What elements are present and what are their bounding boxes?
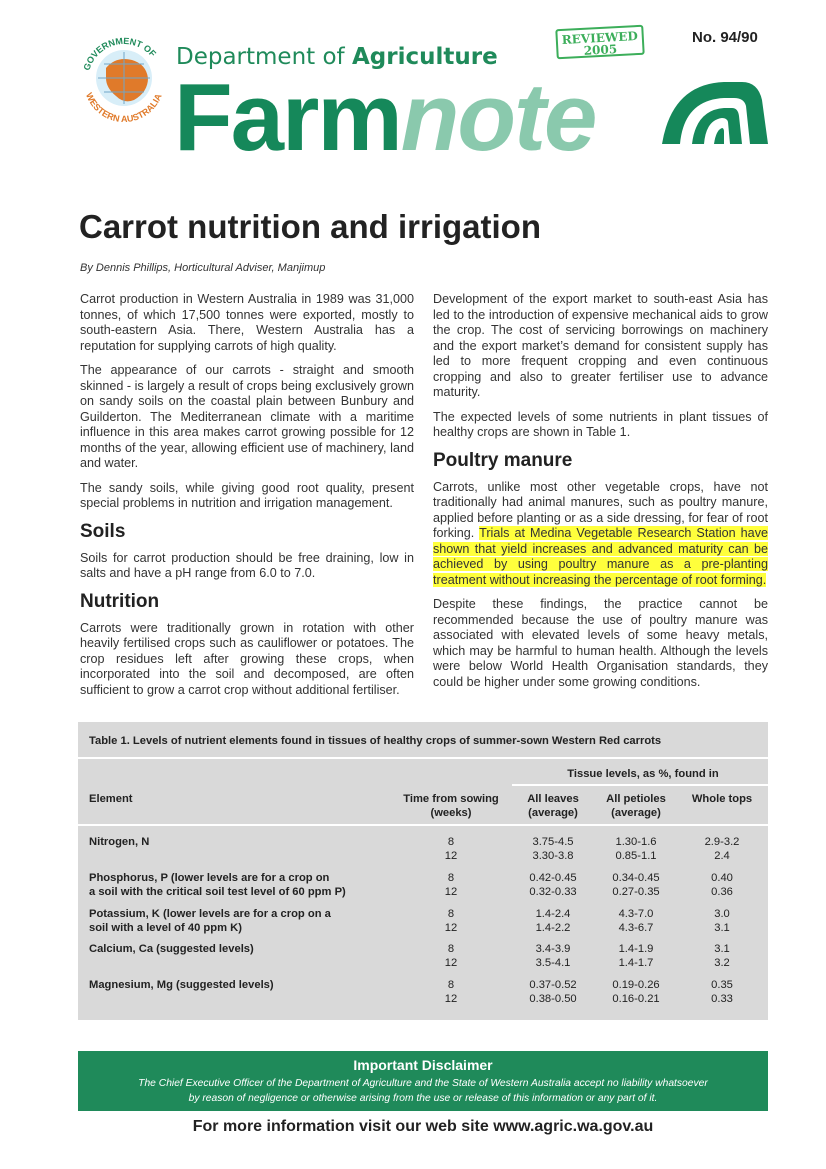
cell-value: 3.0 (714, 908, 730, 920)
table-cell-tops (682, 907, 762, 935)
disclaimer-box (78, 1051, 768, 1111)
cell-value: 2.4 (714, 850, 730, 862)
table-cell-petioles (594, 978, 678, 1006)
cell-value: 3.2 (714, 957, 730, 969)
column-header-leaves-line2: (average) (528, 807, 578, 819)
table-caption: Table 1. Levels of nutrient elements found in tissues of healthy crops of summer-sown Western Red carrots (78, 722, 768, 759)
element-note: soil with a level of 40 ppm K) (89, 922, 242, 934)
column-header-petioles-line1: All petioles (606, 793, 666, 805)
column-header-time (386, 792, 516, 820)
column-header-leaves (514, 792, 592, 820)
cell-value: 1.4-2.4 (535, 908, 571, 920)
cell-value: 0.19-0.26 (612, 979, 660, 991)
cell-value: 0.32-0.33 (529, 886, 577, 898)
table-cell-petioles (594, 907, 678, 935)
cell-value: 1.4-1.9 (618, 943, 654, 955)
element-name: Nitrogen, N (89, 836, 150, 848)
byline: By Dennis Phillips, Horticultural Adviser, Manjimup (80, 262, 326, 274)
element-name: Potassium, K (lower levels are for a crop on a (89, 908, 331, 920)
disclaimer-line: The Chief Executive Officer of the Department of Agriculture and the State of Western Australia accept no liability whatsoever (138, 1078, 708, 1089)
table-cell-tops (682, 835, 762, 863)
table-cell-leaves (514, 907, 592, 935)
cell-value: 1.4-2.2 (535, 922, 571, 934)
cell-value: 12 (444, 886, 458, 898)
cell-value: 8 (447, 872, 455, 884)
table-cell-weeks (386, 942, 516, 970)
element-name: Magnesium, Mg (suggested levels) (89, 979, 274, 991)
cell-value: 4.3-6.7 (618, 922, 654, 934)
cell-value: 12 (444, 957, 458, 969)
table-cell-leaves (514, 871, 592, 899)
left-column (80, 292, 414, 707)
cell-value: 0.85-1.1 (615, 850, 657, 862)
section-heading-poultry-manure: Poultry manure (433, 449, 573, 471)
masthead-note: note (400, 64, 596, 171)
column-header-time-line1: Time from sowing (403, 793, 499, 805)
seal-text-bottom: WESTERN AUSTRALIA (83, 91, 164, 125)
cell-value: 0.34-0.45 (612, 872, 660, 884)
paragraph: The sandy soils, while giving good root quality, present special problems in nutrition and irrigation management. (80, 480, 414, 510)
cell-value: 8 (447, 908, 455, 920)
divider (78, 824, 768, 826)
section-heading-soils: Soils (80, 520, 126, 542)
table-cell-leaves (514, 978, 592, 1006)
right-column (433, 292, 768, 699)
paragraph: The expected levels of some nutrients in plant tissues of healthy crops are shown in Table 1. (433, 409, 768, 439)
article-title: Carrot nutrition and irrigation (79, 208, 541, 245)
cell-value: 0.42-0.45 (529, 872, 577, 884)
section-heading-nutrition: Nutrition (80, 590, 160, 612)
paragraph: The appearance of our carrots - straight and smooth skinned - is largely a result of crops being exclusively grown on sandy soils on the coastal plain between Bunbury and Guilderton. The Mediterranean climate with a maritime influence in this area makes carrot growing possible for 12 months of the year, allowing efficient use of machinery, land and water. (80, 363, 414, 470)
table-row-element (89, 907, 331, 935)
table-cell-petioles (594, 942, 678, 970)
table-cell-weeks (386, 835, 516, 863)
seal-text-top: GOVERNMENT OF (81, 35, 159, 72)
cell-value: 3.30-3.8 (532, 850, 574, 862)
cell-value: 0.16-0.21 (612, 993, 660, 1005)
department-name-regular: Department of (176, 44, 352, 70)
cell-value: 1.30-1.6 (615, 836, 657, 848)
column-header-element: Element (89, 793, 133, 805)
government-seal-logo (76, 30, 172, 126)
cell-value: 3.1 (714, 943, 730, 955)
divider (512, 784, 768, 786)
element-note: a soil with the critical soil test level of 60 ppm P) (89, 886, 346, 898)
cell-value: 1.4-1.7 (618, 957, 654, 969)
paragraph: Carrots were traditionally grown in rotation with other heavily fertilised crops such as cauliflower or potatoes. The crop residues left after growing these crops, when incorporated into the soil and decomposed, are often sufficient to grow a carrot crop without additional fertiliser. (80, 620, 414, 697)
table-cell-leaves (514, 942, 592, 970)
column-header-whole-tops: Whole tops (691, 793, 753, 805)
paragraph: Despite these findings, the practice cannot be recommended because the use of poultry manure was associated with elevated levels of some heavy metals, which may be harmful to human health. Although the levels were below World Health Organisation standards, they could be higher under some growing conditions. (433, 597, 768, 689)
table-row-element (89, 835, 149, 849)
cell-value: 2.9-3.2 (704, 836, 740, 848)
cell-value: 12 (444, 922, 458, 934)
table-cell-weeks (386, 907, 516, 935)
column-header-time-line2: (weeks) (430, 807, 472, 819)
farmnote-a-logo-icon (662, 80, 768, 144)
paragraph: Development of the export market to south-east Asia has led to the introduction of expensive mechanical aids to grow the crop. The cost of servicing borrowings on machinery and the export market’s demand for consistent supply has led to more frequent cropping and even continuous cropping and also to greater fertiliser use to advance maturity. (433, 292, 768, 399)
cell-value: 0.33 (711, 993, 733, 1005)
cell-value: 0.40 (711, 872, 733, 884)
tissue-levels-header: Tissue levels, as %, found in (567, 768, 719, 780)
farmnote-masthead (174, 64, 596, 171)
table-cell-tops (682, 871, 762, 899)
table-cell-petioles (594, 871, 678, 899)
website-info: For more information visit our web site www.agric.wa.gov.au (192, 1118, 654, 1135)
cell-value: 8 (447, 943, 455, 955)
column-header-leaves-line1: All leaves (527, 793, 579, 805)
cell-value: 0.35 (711, 979, 733, 991)
cell-value: 3.4-3.9 (535, 943, 571, 955)
disclaimer-text (78, 1076, 768, 1106)
cell-value: 3.5-4.1 (535, 957, 571, 969)
highlighted-text: Trials at Medina Vegetable Research Station have shown that yield increases and advanced maturity can be achieved by using poultry manure as a pre-planting treatment without increasing the percentage of root forming. (433, 526, 768, 587)
element-name: Phosphorus, P (lower levels are for a crop on (89, 872, 330, 884)
table-cell-weeks (386, 871, 516, 899)
cell-value: 0.37-0.52 (529, 979, 577, 991)
table-row-element (89, 871, 346, 899)
cell-value: 8 (447, 979, 455, 991)
cell-value: 3.1 (714, 922, 730, 934)
disclaimer-title: Important Disclaimer (353, 1057, 493, 1073)
column-header-petioles-line2: (average) (611, 807, 661, 819)
disclaimer-line: by reason of negligence or otherwise arising from the use or release of this information or any part of it. (188, 1093, 658, 1104)
paragraph: Carrot production in Western Australia in 1989 was 31,000 tonnes, of which 17,500 tonnes were exported, mostly to south-eastern Asia. There, Western Australia has a reputation for supplying carrots of high quality. (80, 292, 414, 353)
cell-value: 4.3-7.0 (618, 908, 654, 920)
paragraph: Soils for carrot production should be free draining, low in salts and have a pH range from 6.0 to 7.0. (80, 550, 414, 580)
table-row-element (89, 942, 254, 956)
table-row-element (89, 978, 274, 992)
cell-value: 0.36 (711, 886, 733, 898)
nutrient-table (78, 722, 768, 1020)
cell-value: 12 (444, 850, 458, 862)
column-header-petioles (594, 792, 678, 820)
cell-value: 8 (447, 836, 455, 848)
table-cell-tops (682, 942, 762, 970)
cell-value: 0.27-0.35 (612, 886, 660, 898)
element-name: Calcium, Ca (suggested levels) (89, 943, 254, 955)
table-cell-tops (682, 978, 762, 1006)
cell-value: 12 (444, 993, 458, 1005)
table-cell-petioles (594, 835, 678, 863)
masthead-farm: Farm (174, 64, 401, 171)
cell-value: 3.75-4.5 (532, 836, 574, 848)
paragraph-text: Carrots, unlike most other vegetable crops, have not traditionally had animal manures, such as poultry manure, applied before planting or as a side dressing, for fear of root forking. (433, 479, 768, 540)
note-number: No. 94/90 (692, 29, 758, 46)
reviewed-stamp: REVIEWED 2005 (555, 25, 644, 60)
paragraph (433, 480, 768, 589)
department-name-bold: Agriculture (351, 44, 498, 70)
cell-value: 0.38-0.50 (529, 993, 577, 1005)
table-cell-weeks (386, 978, 516, 1006)
table-cell-leaves (514, 835, 592, 863)
